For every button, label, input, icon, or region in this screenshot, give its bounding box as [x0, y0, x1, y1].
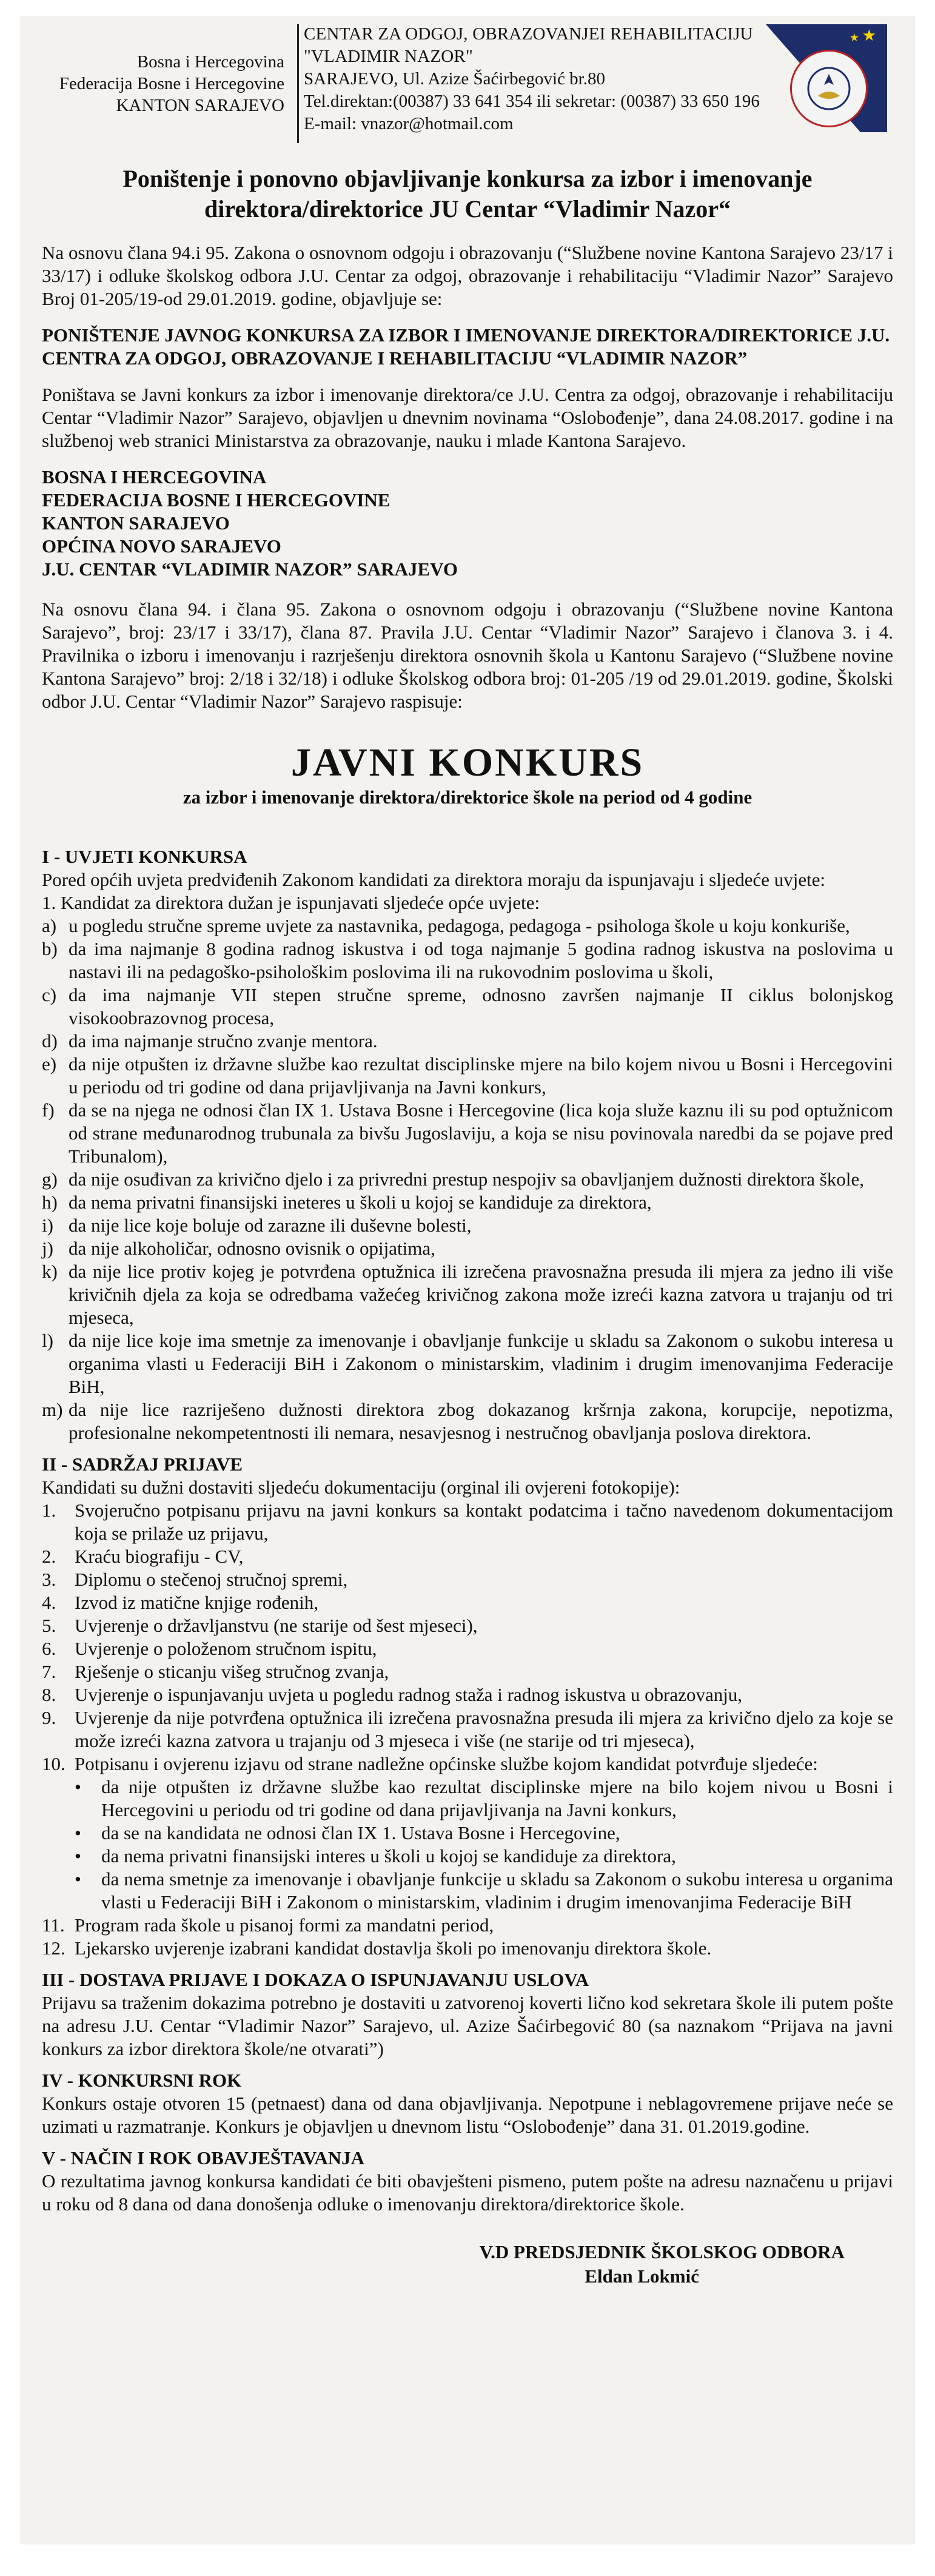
address-line: J.U. CENTAR “VLADIMIR NAZOR” SARAJEVO — [42, 558, 458, 580]
konkurs-subtitle: za izbor i imenovanje direktora/direktorice škole na period od 4 godine — [183, 787, 752, 808]
letterhead — [42, 16, 893, 142]
list-item-text: Program rada škole u pisanoj formi za mandatni period, — [75, 1914, 494, 1936]
list-item-text: da nije otpušten iz državne službe kao rezultat disciplinske mjere na bilo kojem nivou u Bosni i Hercegovini u periodu od tri godine od dana prijavljivanja na Javni konkurs, — [69, 1053, 893, 1098]
list-item-text: da se na njega ne odnosi član IX 1. Ustava Bosne i Hercegovine (lica koja služe kaznu ili su pod optužnicom od strane međunarodnog trubunala za bivšu Jugoslaviju, a koja se nisu povinovala naredbi da se pojave pred Tribunalom), — [69, 1099, 893, 1167]
intro-paragraph: Na osnovu člana 94.i 95. Zakona o osnovnom odgoju i obrazovanju (“Službene novine Kantona Sarajevo 23/17 i 33/17) i odluke školskog odbora J.U. Centar za odgoj, obrazovanje i rehabilitaciju “Vladimir Nazor” Sarajevo Broj 01-205/19-od 29.01.2019. godine, objavljuje se: — [42, 242, 893, 309]
list-item-text: da nije lice koje boluje od zarazne ili duševne bolesti, — [69, 1215, 472, 1236]
condition-item — [42, 1191, 893, 1214]
federation-line: Bosna i Hercegovina — [136, 52, 284, 72]
list-marker: f) — [42, 1099, 55, 1121]
bullet-icon: • — [75, 1776, 81, 1797]
list-marker: 2. — [42, 1546, 56, 1567]
statement-bullet — [42, 1868, 893, 1914]
emblem-figure-icon — [805, 64, 853, 113]
section-heading: V - NAČIN I ROK OBAVJEŠTAVANJA — [42, 2147, 364, 2168]
condition-item — [42, 984, 893, 1030]
document-item — [42, 1753, 893, 1776]
address-line: BOSNA I HERCEGOVINA — [42, 466, 267, 488]
list-marker: 4. — [42, 1592, 56, 1613]
document-item — [42, 1545, 893, 1568]
star-icon: ★ — [862, 27, 876, 44]
list-item-text: Rješenje o sticanju višeg stručnog zvanja, — [75, 1661, 389, 1682]
institution-line: SARAJEVO, Ul. Azize Šaćirbegović br.80 — [304, 69, 605, 89]
list-marker: l) — [42, 1330, 53, 1351]
list-marker: 1. — [42, 1500, 56, 1521]
list-marker: 11. — [42, 1914, 65, 1936]
address-line: OPĆINA NOVO SARAJEVO — [42, 535, 281, 557]
section-conditions — [42, 845, 893, 1444]
bullet-icon: • — [75, 1845, 81, 1867]
list-item-text: Diplomu o stečenoj stručnoj spremi, — [75, 1569, 348, 1590]
bullet-text: da se na kandidata ne odnosi član IX 1. Ustava Bosne i Hercegovine, — [101, 1822, 620, 1843]
document-item — [42, 1614, 893, 1637]
konkurs-title: JAVNI KONKURS — [290, 740, 645, 785]
institution-block — [304, 23, 807, 135]
document-item — [42, 1706, 893, 1753]
list-marker: b) — [42, 938, 58, 959]
section-intro: Kandidati su dužni dostaviti sljedeću dokumentaciju (orginal ili ovjereni fotokopije): — [42, 1477, 680, 1498]
list-marker: 9. — [42, 1707, 56, 1728]
list-item-text: da nije lice protiv kojeg je potvrđena optužnica ili izrečena pravosnažna presuda ili mjera za jedno ili više krivičnih djela za koja se odredbama važećeg krivičnog zakona može izreći kazna zatvora u trajanju od tri mjeseca, — [69, 1261, 893, 1328]
address-block — [42, 466, 893, 581]
section-line: 1. Kandidat za direktora dužan je ispunjavati sljedeće opće uvjete: — [42, 892, 540, 913]
section-heading: II - SADRŽAJ PRIJAVE — [42, 1454, 243, 1475]
statement-bullet — [42, 1822, 893, 1845]
address-line: KANTON SARAJEVO — [42, 512, 230, 534]
document-item — [42, 1568, 893, 1591]
list-item-text: da ima najmanje VII stepen stručne spreme, odnosno završen najmanje II ciklus bolonjskog visokoobrazovnog procesa, — [69, 984, 893, 1028]
list-marker: d) — [42, 1030, 58, 1052]
condition-item — [42, 1168, 893, 1191]
annulment-heading: PONIŠTENJE JAVNOG KONKURSA ZA IZBOR I IMENOVANJE DIREKTORA/DIREKTORICE J.U. CENTRA ZA ODGOJ, OBRAZOVANJE I REHABILITACIJU “VLADIMIR NAZOR” — [42, 324, 890, 369]
list-marker: h) — [42, 1192, 58, 1213]
list-item-text: Uvjerenje o državljanstvu (ne starije od šest mjeseci), — [75, 1615, 478, 1636]
condition-item — [42, 1237, 893, 1260]
section-text: O rezultatima javnog konkursa kandidati će biti obavješteni pismeno, putem pošte na adresu naznačenu u prijavi u roku od 8 dana od dana donošenja odluke o imenovanju direktora/direktorice škole. — [42, 2170, 893, 2215]
section-submission — [42, 1968, 893, 2061]
document-item — [42, 1914, 893, 1937]
conditions-list — [42, 914, 893, 1444]
signature-name: Eldan Lokmić — [585, 2266, 699, 2287]
document-item — [42, 1637, 893, 1660]
condition-item — [42, 1099, 893, 1168]
list-marker: 7. — [42, 1661, 56, 1682]
star-icon: ★ — [849, 32, 859, 44]
condition-item — [42, 1214, 893, 1237]
list-item-text: Uvjerenje o ispunjavanju uvjeta u pogledu radnog staža i radnog iskustva u obrazovanju, — [75, 1684, 743, 1705]
statement-bullet-list — [42, 1776, 893, 1914]
bullet-text: da nema privatni finansijski interes u školi u kojoj se kandiduje za direktora, — [101, 1845, 676, 1867]
list-marker: 10. — [42, 1753, 65, 1774]
list-item-text: da ima najmanje stručno zvanje mentora. — [69, 1030, 378, 1052]
header-divider — [297, 24, 299, 143]
list-marker: a) — [42, 915, 57, 936]
list-item-text: da nije lice koje ima smetnje za imenovanje i obavljanje funkcije u skladu sa Zakonom o sukobu interesa u organima vlasti u Federaciji BiH i Zakonom o ministarskim, vladinim i drugim imenovanjima Federacije BiH, — [69, 1330, 893, 1397]
list-item-text: da nema privatni finansijski ineteres u školi u kojoj se kandiduje za direktora, — [69, 1192, 652, 1213]
list-item-text: da nije alkoholičar, odnosno ovisnik o opijatima, — [69, 1238, 435, 1259]
list-marker: k) — [42, 1261, 58, 1282]
list-item-text: da nije lice razriješeno dužnosti direktora zbog dokazanog kršrnja zakona, korupcije, nepotizma, profesionalne nekompetentnosti ili nemara, nesavjesnog i nestručnog obavljanja poslova direktora. — [69, 1399, 893, 1443]
document-item — [42, 1660, 893, 1683]
notice-title: Poništenje i ponovno objavljivanje konkursa za izbor i imenovanje direktora/direktorice JU Centar “Vladimir Nazor“ — [122, 165, 813, 223]
condition-item — [42, 1053, 893, 1099]
list-item-text: Kraću biografiju - CV, — [75, 1546, 244, 1567]
condition-item — [42, 1030, 893, 1053]
section-text: Prijavu sa traženim dokazima potrebno je dostaviti u zatvorenoj koverti lično kod sekretara škole ili putem pošte na adresu J.U. Centar “Vladimir Nazor” Sarajevo, ul. Azize Šaćirbegović 80 (sa naznakom “Prijava na javni konkurs za izbor direktora škole/ne otvarati”) — [42, 1992, 893, 2059]
document-item — [42, 1499, 893, 1545]
bullet-text: da nema smetnje za imenovanje i obavljanje funkcije u skladu sa Zakonom o sukobu interesa u organima vlasti u Federaciji BiH i Zakonom o ministarskim, vladinim i drugim imenovanjima Federacije BiH — [101, 1868, 893, 1913]
condition-item — [42, 937, 893, 984]
section-notification — [42, 2147, 893, 2216]
list-item-text: da ima najmanje 8 godina radnog iskustva i od toga najmanje 5 godina radnog iskustva na poslovima u nastavi ili na pedagoško-psihološkim poslovima ili na rukovodnim poslovima u školi, — [69, 938, 893, 982]
document-item — [42, 1683, 893, 1706]
section-text: Konkurs ostaje otvoren 15 (petnaest) dana od dana objavljivanja. Nepotpune i neblagovremene prijave neće se uzimati u razmatranje. Konkurs je objavljen u dnevnom listu “Oslobođenje” dana 31. 01.2019.godine. — [42, 2093, 893, 2137]
list-item-text: Svojeručno potpisanu prijavu na javni konkurs sa kontakt podatcima i tačno navedenom dokumentacijom koja se prilaže uz prijavu, — [75, 1500, 893, 1544]
list-marker: 5. — [42, 1615, 56, 1636]
section-intro: Pored općih uvjeta predviđenih Zakonom kandidati za direktora moraju da ispunjavaju i sljedeće uvjete: — [42, 869, 826, 890]
list-marker: c) — [42, 984, 57, 1005]
federation-line: KANTON SARAJEVO — [116, 96, 284, 115]
document-item — [42, 1591, 893, 1614]
federation-line: Federacija Bosne i Hercegovine — [59, 74, 284, 93]
list-item-text: Uvjerenje o položenom stručnom ispitu, — [75, 1638, 377, 1659]
list-item-text: da nije osuđivan za krivično djelo i za privredni prestup nespojiv sa obavljanjem dužnosti direktora škole, — [69, 1169, 864, 1190]
condition-item — [42, 914, 893, 937]
list-marker: i) — [42, 1215, 53, 1236]
statement-bullet — [42, 1845, 893, 1868]
section-heading: III - DOSTAVA PRIJAVE I DOKAZA O ISPUNJAVANJU USLOVA — [42, 1969, 589, 1990]
annulment-paragraph: Poništava se Javni konkurs za izbor i imenovanje direktora/ce J.U. Centra za odgoj, obrazovanje i rehabilitaciju Centar “Vladimir Nazor” Sarajevo, objavljen u dnevnim novinama “Oslobođenje”, dana 24.08.2017. godine i na službenoj web stranici Ministarstva za obrazovanje, nauku i mlade Kantona Sarajevo. — [42, 384, 893, 451]
list-marker: m) — [42, 1399, 63, 1420]
list-marker: 12. — [42, 1937, 65, 1959]
documents-list-continued — [42, 1914, 893, 1960]
list-item-text: Potpisanu i ovjerenu izjavu od strane nadležne općinske službe kojom kandidat potvrđuje sljedeće: — [75, 1753, 818, 1774]
section-heading: IV - KONKURSNI ROK — [42, 2070, 242, 2091]
list-item-text: Ljekarsko uvjerenje izabrani kandidat dostavlja školi po imenovanju direktora škole. — [75, 1937, 712, 1959]
section-heading: I - UVJETI KONKURSA — [42, 846, 247, 867]
bullet-text: da nije otpušten iz državne službe kao rezultat disciplinske mjere na bilo kojem nivou u Bosni i Hercegovini u periodu od tri godine od dana prijavljivanja na Javni konkurs, — [101, 1776, 893, 1820]
section-application-content — [42, 1453, 893, 1960]
list-marker: g) — [42, 1169, 58, 1190]
list-item-text: Izvod iz matične knjige rođenih, — [75, 1592, 319, 1613]
document-item — [42, 1937, 893, 1960]
list-marker: 3. — [42, 1569, 56, 1590]
list-marker: j) — [42, 1238, 53, 1259]
bullet-icon: • — [75, 1822, 81, 1843]
statement-bullet — [42, 1776, 893, 1822]
list-marker: 6. — [42, 1638, 56, 1659]
signature-role: V.D PREDSJEDNIK ŠKOLSKOG ODBORA — [479, 2241, 845, 2262]
address-line: FEDERACIJA BOSNE I HERCEGOVINE — [42, 489, 390, 511]
logo-emblem-icon — [790, 50, 868, 127]
institution-line: CENTAR ZA ODGOJ, OBRAZOVANJEI REHABILITACIJU — [304, 24, 753, 44]
legal-basis-paragraph: Na osnovu člana 94. i člana 95. Zakona o osnovnom odgoju i obrazovanju (“Službene novine Kantona Sarajevo”, broj: 23/17 i 33/17), člana 87. Pravila J.U. Centar “Vladimir Nazor” Sarajevo i članova 3. i 4. Pravilnika o izboru i imenovanju i razrješenju direktora osnovnih škola u Kantonu Sarajevo (“Službene novine Kantona Sarajevo” broj: 2/18 i 32/18) i odluke Školskog odbora broj: 01-205 /19 od 29.01.2019. godine, Školski odbor J.U. Centar “Vladimir Nazor” Sarajevo raspisuje: — [42, 599, 893, 712]
condition-item — [42, 1398, 893, 1444]
institution-line: Tel.direktan:(00387) 33 641 354 ili sekretar: (00387) 33 650 196 — [304, 92, 760, 111]
institution-line: "VLADIMIR NAZOR" — [304, 47, 473, 66]
institution-line: E-mail: vnazor@hotmail.com — [304, 114, 514, 133]
bullet-icon: • — [75, 1868, 81, 1890]
list-marker: e) — [42, 1053, 57, 1075]
newspaper-notice — [20, 16, 915, 2544]
condition-item — [42, 1260, 893, 1329]
documents-list — [42, 1499, 893, 1776]
list-item-text: u pogledu stručne spreme uvjete za nastavnika, pedagoga, pedagoga - psihologa škole u koju konkuriše, — [69, 915, 850, 936]
federation-block — [42, 51, 284, 116]
condition-item — [42, 1329, 893, 1398]
list-marker: 8. — [42, 1684, 56, 1705]
section-deadline — [42, 2069, 893, 2138]
list-item-text: Uvjerenje da nije potvrđena optužnica ili izrečena pravosnažna presuda ili mjera za krivično djelo za koje se može izreći kazna zatvora u trajanju od 3 mjeseca i više (ne starije od tri mjeseca), — [75, 1707, 893, 1751]
